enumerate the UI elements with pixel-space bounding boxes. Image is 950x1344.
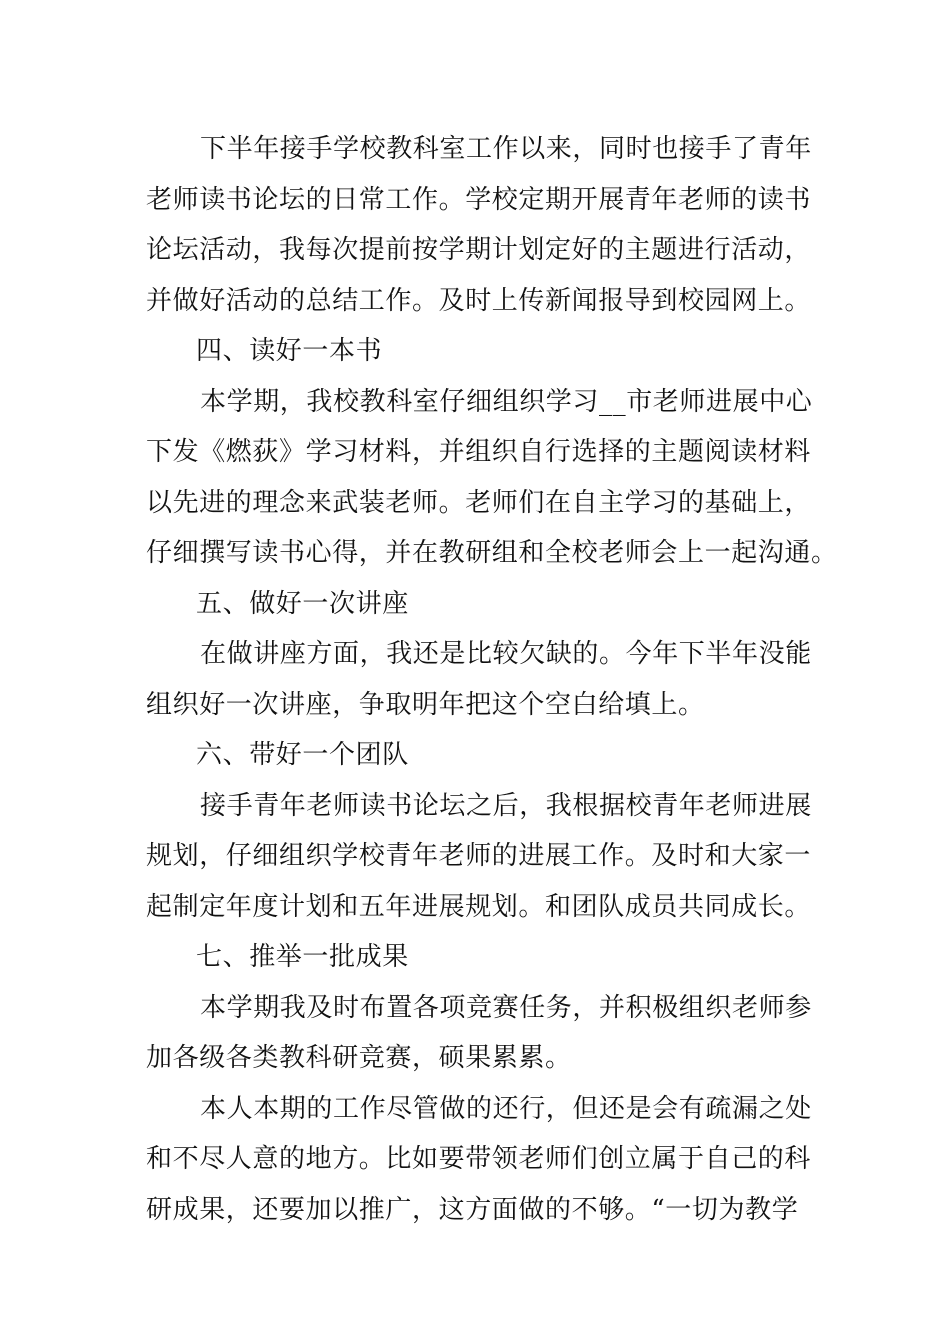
paragraph-line: 下发《燃荻》学习材料，并组织自行选择的主题阅读材料 (146, 437, 812, 467)
paragraph-line: 和不尽人意的地方。比如要带领老师们创立属于自己的科 (146, 1144, 812, 1174)
document-body (146, 124, 838, 1235)
paragraph-line: 本人本期的工作尽管做的还行，但还是会有疏漏之处 (200, 1093, 812, 1124)
paragraph-line: 规划，仔细组织学校青年老师的进展工作。及时和大家一 (146, 841, 812, 871)
paragraph-line: 在做讲座方面，我还是比较欠缺的。今年下半年没能 (200, 639, 812, 669)
paragraph-line: 论坛活动，我每次提前按学期计划定好的主题进行活动， (146, 235, 812, 265)
paragraph-line: 老师读书论坛的日常工作。学校定期开展青年老师的读书 (146, 184, 812, 215)
paragraph-line: 接手青年老师读书论坛之后，我根据校青年老师进展 (200, 790, 812, 821)
paragraph-line: 下半年接手学校教科室工作以来，同时也接手了青年 (200, 134, 812, 164)
paragraph-line: 本学期，我校教科室仔细组织学习__市老师进展中心 (200, 386, 813, 417)
paragraph-line: 本学期我及时布置各项竞赛任务，并积极组织老师参 (200, 992, 812, 1023)
paragraph-line: 加各级各类教科研竞赛，硕果累累。 (146, 1043, 572, 1073)
section-heading: 六、带好一个团队 (196, 740, 409, 770)
paragraph-line: 仔细撰写读书心得，并在教研组和全校老师会上一起沟通。 (146, 538, 838, 568)
paragraph-line: 以先进的理念来武装老师。老师们在自主学习的基础上， (146, 487, 812, 518)
paragraph-line: 组织好一次讲座，争取明年把这个空白给填上。 (146, 689, 705, 720)
section-heading: 五、做好一次讲座 (196, 588, 409, 619)
paragraph-line: 并做好活动的总结工作。及时上传新闻报导到校园网上。 (146, 285, 812, 316)
section-heading: 七、推举一批成果 (196, 942, 409, 972)
paragraph-line: 研成果，还要加以推广，这方面做的不够。“一切为教学 (146, 1194, 799, 1225)
paragraph-line: 起制定年度计划和五年进展规划。和团队成员共同成长。 (146, 891, 812, 922)
section-heading: 四、读好一本书 (196, 336, 383, 366)
